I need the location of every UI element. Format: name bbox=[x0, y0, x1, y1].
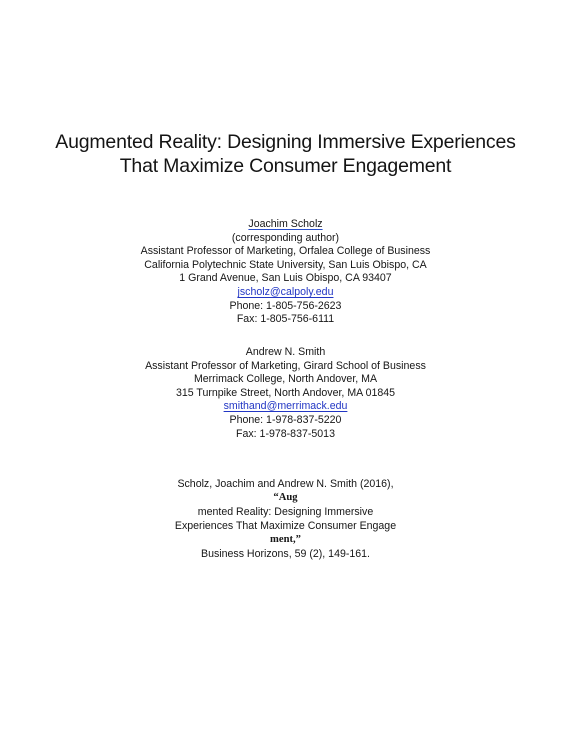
citation-authors: Scholz, Joachim and Andrew N. Smith (2016), bbox=[177, 478, 394, 490]
citation-journal: Business Horizons, 59 (2), 149-161. bbox=[201, 548, 370, 560]
citation-quote-open: “Aug bbox=[273, 492, 298, 503]
paper-title-line-1: Augmented Reality: Designing Immersive Experiences bbox=[55, 131, 516, 153]
citation-quote-close: ment,” bbox=[270, 534, 301, 545]
author-fax: Fax: 1-805-756-6111 bbox=[236, 313, 335, 326]
author-email-link[interactable]: smithand@merrimack.edu bbox=[223, 400, 348, 413]
author-phone: Phone: 1-805-756-2623 bbox=[229, 299, 342, 312]
citation-line-2 bbox=[60, 519, 511, 561]
paper-title bbox=[0, 130, 571, 178]
author-block-smith bbox=[0, 346, 571, 441]
author-position: Assistant Professor of Marketing, Orfalea College of Business bbox=[140, 245, 431, 258]
citation-title-part-1: mented Reality: Designing Immersive bbox=[197, 506, 374, 518]
citation-line-1 bbox=[60, 477, 511, 519]
author-institution: California Polytechnic State University, San Luis Obispo, CA bbox=[144, 258, 427, 271]
author-address: 1 Grand Avenue, San Luis Obispo, CA 93407 bbox=[179, 272, 392, 285]
author-block-scholz bbox=[0, 218, 571, 327]
author-phone: Phone: 1-978-837-5220 bbox=[229, 413, 342, 426]
author-name: Andrew N. Smith bbox=[245, 346, 326, 358]
author-institution: Merrimack College, North Andover, MA bbox=[193, 373, 378, 386]
author-name-line bbox=[0, 218, 571, 245]
author-fax: Fax: 1-978-837-5013 bbox=[236, 427, 335, 440]
author-address: 315 Turnpike Street, North Andover, MA 01845 bbox=[175, 386, 396, 399]
author-position: Assistant Professor of Marketing, Girard School of Business bbox=[145, 359, 426, 372]
author-name: Joachim Scholz bbox=[248, 218, 323, 230]
author-email-link[interactable]: jscholz@calpoly.edu bbox=[237, 285, 334, 298]
citation bbox=[60, 477, 511, 561]
citation-title-part-2: Experiences That Maximize Consumer Engage bbox=[174, 520, 397, 532]
paper-title-line-2: That Maximize Consumer Engagement bbox=[119, 155, 452, 177]
author-role-note: (corresponding author) bbox=[231, 231, 340, 244]
